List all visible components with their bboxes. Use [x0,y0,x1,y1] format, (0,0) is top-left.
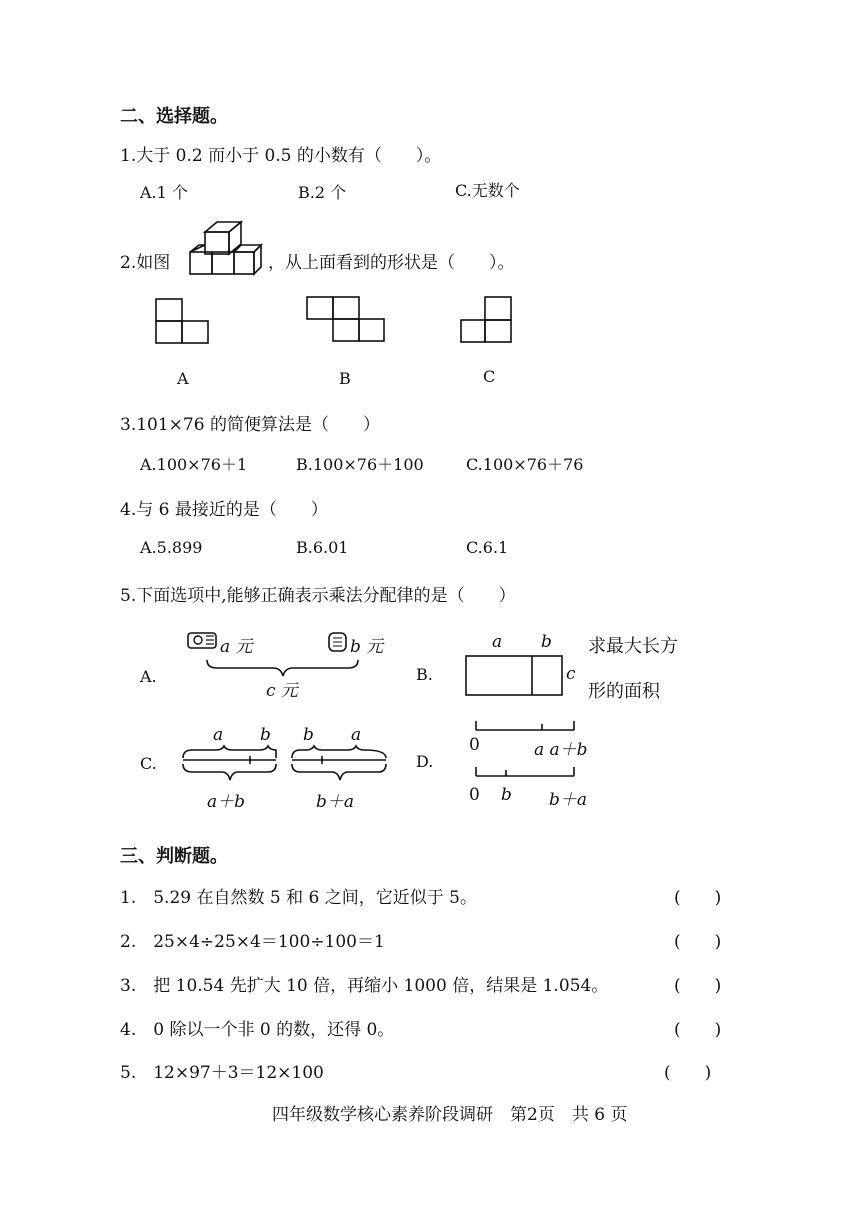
q5-c-braces [180,746,390,784]
question-4-option-b: B.6.01 [296,538,349,557]
q5-d-number-line-1 [474,718,578,734]
section-heading-choice: 二、选择题。 [120,106,228,127]
question-3-option-b: B.100×76＋100 [296,455,424,474]
page-footer: 四年级数学核心素养阶段调研 第2页 共 6 页 [272,1105,628,1125]
q5-c-a-2: a [351,725,362,745]
judge-item-5: 5. 12×97＋3＝12×100 [120,1063,324,1083]
question-1-option-b: B.2 个 [298,183,347,202]
q5-b-top-a: a [492,632,503,652]
question-2-label-a: A [177,369,189,388]
question-1-option-a: A.1 个 [140,183,188,202]
question-2-stem-pre: 2.如图 [120,253,171,273]
question-3-stem: 3.101×76 的简便算法是（ ） [120,415,380,435]
judge-paren-2: ( ) [674,932,722,952]
question-2-label-c: C [483,367,496,386]
q5-option-d-label: D. [416,752,434,771]
judge-item-4: 4. 0 除以一个非 0 的数，还得 0。 [120,1020,395,1040]
question-2-stem-post: ，从上面看到的形状是（ ）。 [268,253,515,273]
question-4-option-c: C.6.1 [466,538,509,557]
judge-paren-5: ( ) [664,1063,712,1083]
option-c-shape [460,296,515,344]
eraser-icon [327,630,349,654]
question-3-option-a: A.100×76＋1 [140,455,248,474]
question-5-stem: 5.下面选项中,能够正确表示乘法分配律的是（ ） [120,586,516,606]
question-4-stem: 4.与 6 最接近的是（ ） [120,500,328,520]
option-b-shape [306,296,386,342]
q5-c-b-2: b [303,725,314,745]
question-1-option-c: C.无数个 [455,181,520,200]
q5-d-number-line-2 [474,764,578,780]
judge-paren-4: ( ) [674,1020,722,1040]
q5-b-text-line-1: 求最大长方 [588,636,678,657]
judge-item-2: 2. 25×4÷25×4＝100÷100＝1 [120,932,385,952]
pencil-sharpener-icon [186,628,220,652]
q5-a-price-2: b 元 [350,637,384,657]
q5-a-total: c 元 [266,681,298,701]
q5-b-top-b: b [541,632,552,652]
q5-a-price-1: a 元 [220,637,253,657]
question-3-option-c: C.100×76＋76 [466,455,584,474]
judge-item-3: 3. 把 10.54 先扩大 10 倍，再缩小 1000 倍，结果是 1.054。 [120,976,609,996]
judge-paren-3: ( ) [674,976,722,996]
q5-option-a-label: A. [140,667,157,686]
q5-c-sum-2: b＋a [316,792,355,812]
q5-d-zero-2: 0 [469,785,480,805]
q5-b-text-line-2: 形的面积 [588,681,660,702]
q5-d-zero-1: 0 [469,735,480,755]
q5-d-sum: b＋a [549,790,588,810]
judge-paren-1: ( ) [674,888,722,908]
q5-b-rectangle [465,655,565,697]
section-heading-judge: 三、判断题。 [120,846,228,867]
cube-stack-figure [185,220,265,278]
q5-d-b: b [501,785,512,805]
judge-item-1: 1. 5.29 在自然数 5 和 6 之间，它近似于 5。 [120,888,477,908]
q5-option-c-label: C. [140,754,157,773]
q5-option-b-label: B. [416,665,433,684]
question-2-label-b: B [339,369,351,388]
question-1-stem: 1.大于 0.2 而小于 0.5 的小数有（ ）。 [120,146,442,166]
q5-c-b-1: b [260,725,271,745]
q5-c-a-1: a [213,725,224,745]
q5-d-labels-1: a a＋b [534,740,588,760]
question-4-option-a: A.5.899 [140,538,203,557]
q5-c-sum-1: a＋b [207,792,246,812]
option-a-shape [155,298,210,344]
q5-b-side-c: c [566,664,576,684]
